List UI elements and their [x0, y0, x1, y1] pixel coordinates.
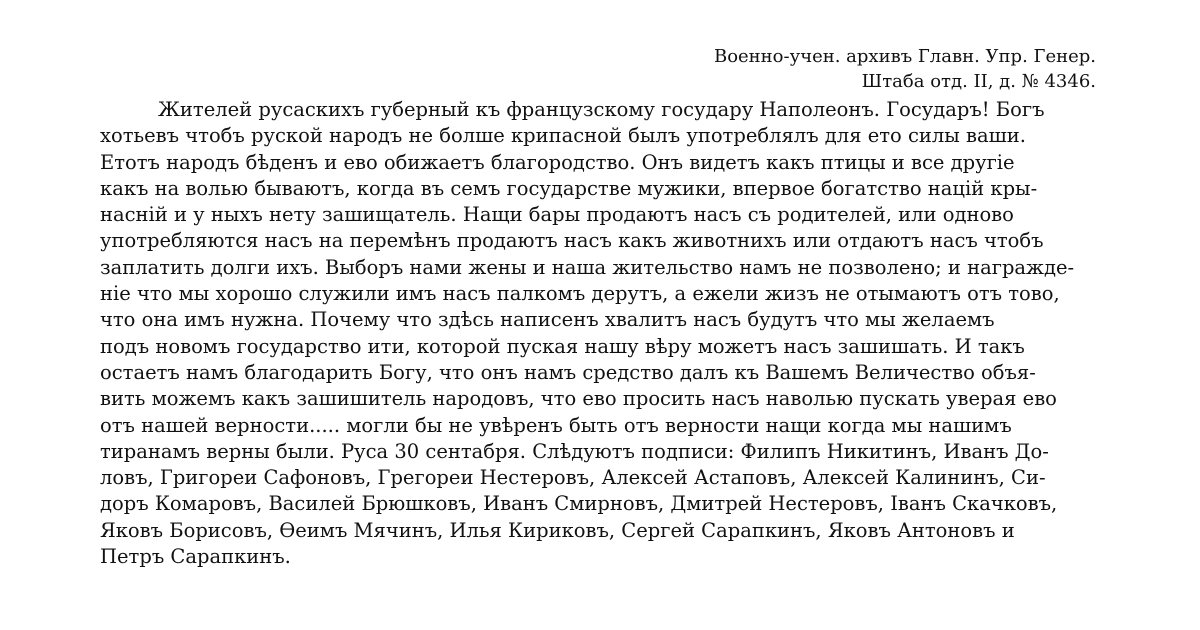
text-line: что она имъ нужна. Почему что здѣсь написенъ хвалитъ насъ будутъ что мы желаемъ: [100, 308, 995, 332]
letter-body: [100, 97, 1074, 570]
text-line: ніе что мы хорошо служили имъ насъ палкомъ дерутъ, а ежели жизъ не отымаютъ отъ тово,: [100, 282, 1060, 306]
text-line: подъ новомъ государство ити, которой пуская нашу вѣру можетъ насъ зашишать. И такъ: [100, 334, 1025, 358]
archive-reference-line-1: Военно-учен. архивъ Главн. Упр. Генер.: [713, 46, 1096, 67]
text-line: Яковъ Борисовъ, Ѳеимъ Мячинъ, Илья Кириковъ, Сергей Сарапкинъ, Яковъ Антоновъ и: [100, 518, 1015, 542]
text-line: вить можемъ какъ зашишитель народовъ, что ево просить насъ наволью пускать уверая ево: [100, 387, 1057, 411]
archive-reference-line-2: Штаба отд. II, д. № 4346.: [861, 71, 1096, 92]
text-line: какъ на волью бываютъ, когда въ семъ государстве мужики, впервое богатство націй кры-: [100, 176, 1038, 200]
text-line: Петръ Сарапкинъ.: [100, 545, 291, 569]
text-line: Жителей русаскихъ губерный къ французскому государу Наполеонъ. Государъ! Богъ: [158, 98, 1045, 121]
text-line: доръ Комаровъ, Василей Брюшковъ, Иванъ Смирновъ, Дмитрей Нестеровъ, Іванъ Скачковъ,: [100, 492, 1058, 516]
text-line: Етотъ народъ бѣденъ и ево обижаетъ благородство. Онъ видетъ какъ птицы и все другіе: [100, 150, 1015, 174]
text-line: заплатить долги ихъ. Выборъ нами жены и наша жительство намъ не позволено; и награжде-: [100, 255, 1075, 279]
text-line: тиранамъ верны были. Руса 30 сентабря. Слѣдуютъ подписи: Филипъ Никитинъ, Иванъ До-: [100, 439, 1049, 463]
text-line: хотьевъ чтобъ руской народъ не болше крипасной былъ употреблялъ для ето силы ваши.: [100, 124, 1026, 148]
text-line: употребляются насъ на перемѣнъ продаютъ насъ какъ животнихъ или отдаютъ насъ чтобъ: [100, 229, 1044, 253]
archive-reference: [714, 44, 1096, 94]
text-line: ловъ, Григореи Сафоновъ, Грегореи Нестеровъ, Алексей Астаповъ, Алексей Калининъ, Си-: [100, 466, 1046, 490]
text-line: отъ нашей верности..... могли бы не увѣренъ быть отъ верности нащи когда мы нашимъ: [100, 413, 1012, 437]
text-line: насній и у ныхъ нету зашищатель. Нащи бары продаютъ насъ съ родителей, или одново: [100, 203, 1014, 227]
text-line: остаетъ намъ благодарить Богу, что онъ намъ средство далъ къ Вашемъ Величество объя-: [100, 360, 1036, 384]
